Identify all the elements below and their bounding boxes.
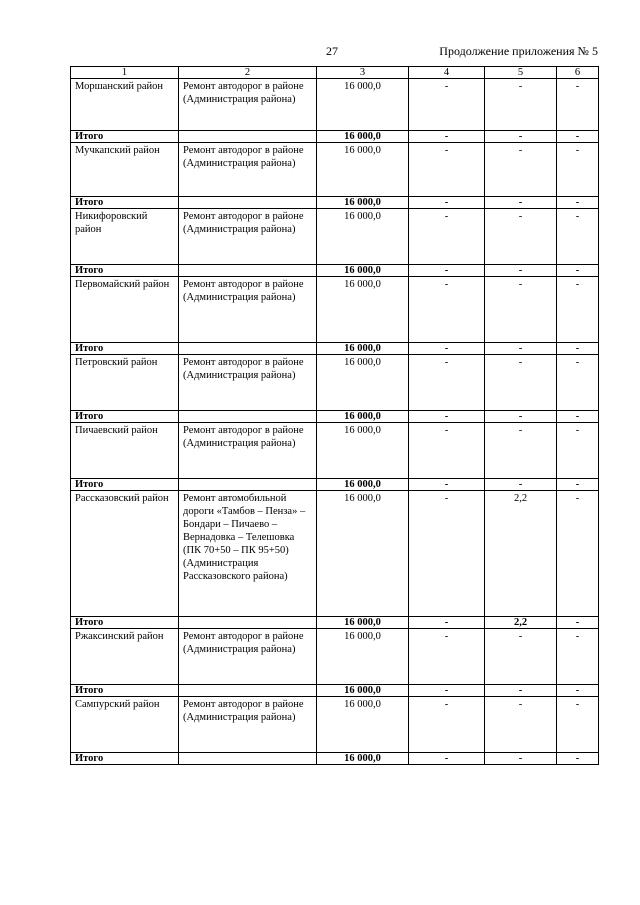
table-row (71, 277, 599, 343)
table-body (71, 79, 599, 765)
cell-district: Рассказовский район (71, 491, 179, 617)
appendix-title: Продолжение приложения № 5 (439, 44, 598, 58)
total-cell: - (485, 197, 557, 209)
total-cell: - (557, 685, 599, 697)
table-row (71, 491, 599, 617)
cell-c6: - (557, 143, 599, 197)
cell-c4: - (409, 423, 485, 479)
cell-c5: - (485, 209, 557, 265)
cell-amount: 16 000,0 (317, 79, 409, 131)
cell-c5: - (485, 697, 557, 753)
cell-c6: - (557, 79, 599, 131)
cell-district: Ржаксинский район (71, 629, 179, 685)
total-cell: - (485, 411, 557, 423)
cell-district: Первомайский район (71, 277, 179, 343)
total-row (71, 343, 599, 355)
total-cell: - (409, 479, 485, 491)
table-row (71, 355, 599, 411)
total-cell: 16 000,0 (317, 753, 409, 765)
table-row (71, 209, 599, 265)
total-cell: 16 000,0 (317, 131, 409, 143)
cell-district: Мучкапский район (71, 143, 179, 197)
total-empty-cell (179, 343, 317, 355)
cell-work: Ремонт автодорог в районе (Администрация района) (179, 423, 317, 479)
total-cell: - (557, 343, 599, 355)
total-empty-cell (179, 265, 317, 277)
column-number-row (71, 67, 599, 79)
cell-c5: - (485, 277, 557, 343)
cell-c4: - (409, 209, 485, 265)
total-empty-cell (179, 685, 317, 697)
total-row (71, 617, 599, 629)
total-cell: - (485, 685, 557, 697)
table-row (71, 629, 599, 685)
total-cell: - (485, 479, 557, 491)
cell-c6: - (557, 697, 599, 753)
total-cell: - (409, 343, 485, 355)
total-cell: - (485, 753, 557, 765)
cell-amount: 16 000,0 (317, 629, 409, 685)
appendix-table (70, 66, 599, 765)
total-cell: - (557, 479, 599, 491)
cell-amount: 16 000,0 (317, 423, 409, 479)
total-cell: 16 000,0 (317, 411, 409, 423)
cell-c4: - (409, 697, 485, 753)
total-empty-cell (179, 131, 317, 143)
table-row (71, 143, 599, 197)
total-cell: - (409, 131, 485, 143)
total-empty-cell (179, 617, 317, 629)
total-cell: 2,2 (485, 617, 557, 629)
cell-c5: - (485, 143, 557, 197)
cell-district: Пичаевский район (71, 423, 179, 479)
total-cell: Итого (71, 197, 179, 209)
cell-work: Ремонт автодорог в районе (Администрация района) (179, 697, 317, 753)
cell-c4: - (409, 629, 485, 685)
total-cell: - (409, 753, 485, 765)
cell-work: Ремонт автодорог в районе (Администрация района) (179, 143, 317, 197)
cell-district: Никифоровский район (71, 209, 179, 265)
cell-district: Моршанский район (71, 79, 179, 131)
total-cell: - (557, 265, 599, 277)
total-cell: - (557, 753, 599, 765)
total-cell: Итого (71, 479, 179, 491)
cell-work: Ремонт автодорог в районе (Администрация района) (179, 629, 317, 685)
total-row (71, 685, 599, 697)
column-header: 1 (71, 67, 179, 79)
total-cell: - (409, 617, 485, 629)
total-cell: 16 000,0 (317, 685, 409, 697)
page-number: 27 (326, 44, 338, 58)
cell-c5: - (485, 355, 557, 411)
table-row (71, 79, 599, 131)
total-cell: Итого (71, 131, 179, 143)
cell-amount: 16 000,0 (317, 355, 409, 411)
total-empty-cell (179, 411, 317, 423)
total-cell: - (485, 265, 557, 277)
cell-c4: - (409, 355, 485, 411)
column-header: 3 (317, 67, 409, 79)
column-header: 2 (179, 67, 317, 79)
cell-c4: - (409, 491, 485, 617)
total-cell: 16 000,0 (317, 617, 409, 629)
column-header: 4 (409, 67, 485, 79)
total-row (71, 131, 599, 143)
cell-c5: - (485, 423, 557, 479)
total-cell: - (557, 617, 599, 629)
cell-c6: - (557, 277, 599, 343)
total-cell: - (557, 131, 599, 143)
total-cell: - (409, 685, 485, 697)
column-header: 5 (485, 67, 557, 79)
cell-c5: - (485, 79, 557, 131)
total-empty-cell (179, 753, 317, 765)
cell-c5: 2,2 (485, 491, 557, 617)
total-cell: Итого (71, 411, 179, 423)
total-cell: 16 000,0 (317, 197, 409, 209)
total-row (71, 197, 599, 209)
table-row (71, 423, 599, 479)
cell-amount: 16 000,0 (317, 277, 409, 343)
total-cell: - (409, 411, 485, 423)
cell-work: Ремонт автодорог в районе (Администрация района) (179, 277, 317, 343)
total-cell: - (557, 411, 599, 423)
column-header: 6 (557, 67, 599, 79)
total-cell: - (409, 265, 485, 277)
total-cell: - (485, 343, 557, 355)
cell-c4: - (409, 277, 485, 343)
cell-work: Ремонт автодорог в районе (Администрация района) (179, 79, 317, 131)
cell-c6: - (557, 423, 599, 479)
total-row (71, 479, 599, 491)
total-row (71, 265, 599, 277)
total-cell: 16 000,0 (317, 479, 409, 491)
cell-work: Ремонт автомобильной дороги «Тамбов – Пенза» – Бондари – Пичаево – Вернадовка – Телешовка (ПК 70+50 – ПК 95+50) (Администрация Рассказовского района) (179, 491, 317, 617)
total-cell: Итого (71, 753, 179, 765)
table-row (71, 697, 599, 753)
total-empty-cell (179, 197, 317, 209)
cell-work: Ремонт автодорог в районе (Администрация района) (179, 355, 317, 411)
cell-c6: - (557, 629, 599, 685)
total-cell: - (557, 197, 599, 209)
total-cell: Итого (71, 343, 179, 355)
cell-amount: 16 000,0 (317, 209, 409, 265)
total-cell: - (409, 197, 485, 209)
cell-c6: - (557, 355, 599, 411)
cell-work: Ремонт автодорог в районе (Администрация района) (179, 209, 317, 265)
cell-c4: - (409, 79, 485, 131)
cell-amount: 16 000,0 (317, 143, 409, 197)
total-cell: 16 000,0 (317, 265, 409, 277)
total-cell: Итого (71, 685, 179, 697)
cell-c4: - (409, 143, 485, 197)
cell-amount: 16 000,0 (317, 491, 409, 617)
total-cell: - (485, 131, 557, 143)
total-row (71, 411, 599, 423)
cell-amount: 16 000,0 (317, 697, 409, 753)
total-row (71, 753, 599, 765)
cell-district: Петровский район (71, 355, 179, 411)
total-cell: 16 000,0 (317, 343, 409, 355)
cell-c6: - (557, 491, 599, 617)
total-cell: Итого (71, 617, 179, 629)
total-cell: Итого (71, 265, 179, 277)
total-empty-cell (179, 479, 317, 491)
cell-district: Сампурский район (71, 697, 179, 753)
cell-c5: - (485, 629, 557, 685)
cell-c6: - (557, 209, 599, 265)
